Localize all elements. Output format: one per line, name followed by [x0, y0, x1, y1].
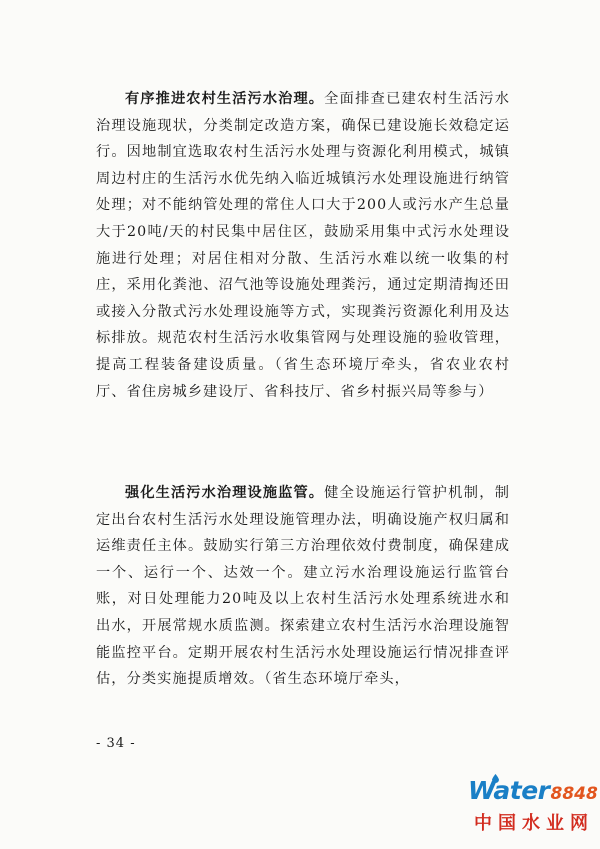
paragraph-rural-sewage-treatment: [96, 86, 510, 405]
page-number: - 34 -: [96, 736, 136, 751]
paragraph-heading: 强化生活污水治理设施监管。: [125, 485, 325, 501]
paragraph-heading: 有序推进农村生活污水治理。: [125, 91, 325, 107]
paragraph-body: 健全设施运行管护机制，制定出台农村生活污水处理设施管理办法，明确设施产权归属和运维责任主体。鼓励实行第三方治理依效付费制度，确保建成一个、运行一个、达效一个。建立污水治理设施运行监管台账，对日处理能力20吨及以上农村生活污水处理系统进水和出水，开展常规水质监测。探索建立农村生活污水治理设施智能监控平台。定期开展农村生活污水处理设施运行情况排查评估，分类实施提质增效。（省生态环境厅牵头，: [96, 485, 511, 688]
watermark-chinese-name: 中国水业网: [474, 813, 594, 834]
watermark-logo: [468, 776, 596, 844]
watermark-brand: [468, 776, 598, 805]
watermark-brand-word: Water: [468, 776, 550, 805]
watermark-brand-number: 8848: [550, 784, 598, 804]
paragraph-facility-supervision: [96, 480, 510, 693]
paragraph-body: 全面排查已建农村生活污水治理设施现状，分类制定改造方案，确保已建设施长效稳定运行。因地制宜选取农村生活污水处理与资源化利用模式，城镇周边村庄的生活污水优先纳入临近城镇污水处理设施进行纳管处理；对不能纳管处理的常住人口大于200人或污水产生总量大于20吨/天的村民集中居住区，鼓励采用集中式污水处理设施进行处理；对居住相对分散、生活污水难以统一收集的村庄，采用化粪池、沼气池等设施处理粪污，通过定期清掏还田或接入分散式污水处理设施等方式，实现粪污资源化利用及达标排放。规范农村生活污水收集管网与处理设施的验收管理，提高工程装备建设质量。（省生态环境厅牵头，省农业农村厅、省住房城乡建设厅、省科技厅、省乡村振兴局等参与）: [96, 91, 511, 400]
